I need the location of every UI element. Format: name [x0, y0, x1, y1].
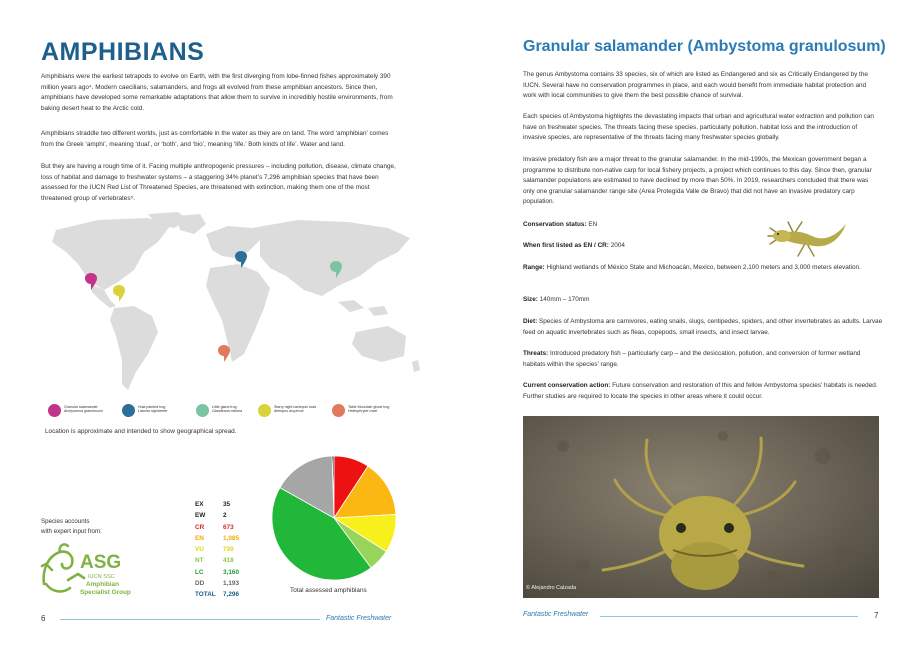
field-first-listed: When first listed as EN / CR: 2004: [523, 242, 625, 249]
stat-value: 7,296: [223, 591, 239, 599]
amphibian-meaning-paragraph: Amphibians straddle two different worlds, just as comfortable in the water as they are on land. The word ‘amphibian’ comes from the Greek ‘amphi’, meaning ‘dual’, or ‘both’, and ‘bio’, meaning ‘life.’ Both kinds of life’. Water and land.: [41, 130, 389, 148]
footer-rule-left: [60, 619, 320, 620]
field-conservation-status: Conservation status: EN: [523, 221, 598, 228]
legend-dot-icon: [332, 404, 345, 417]
stat-code: VU: [195, 546, 204, 554]
species-accounts-note: Species accounts with expert input from:: [41, 518, 102, 536]
legend-name: Hula painted frog: [138, 405, 166, 409]
map-pin-table-mountain-ghost-frog: [218, 345, 230, 362]
stat-value: 730: [223, 546, 234, 554]
field-diet: Diet: Species of Ambystoma are carnivores, eating snails, slugs, centipedes, spiders, and other invertebrates as adults. Larvae feed on aquatic invertebrates such as fleas, copepods, small insects, and insect larvae.: [523, 318, 883, 336]
stat-value: 35: [223, 501, 231, 508]
world-map: [38, 212, 430, 402]
legend-name: Table Mountain ghost frog: [348, 405, 390, 409]
legend-latin: Ambystoma granulosum: [64, 409, 103, 414]
threats-paragraph: But they are having a rough time of it. Facing multiple anthropogenic pressures – including pollution, disease, climate change, loss of habitat and damage to freshwater systems – a staggering 34% planet’s 7,296 amphibian species that have been assessed for the IUCN Red List of Threatened Species, are threatened with extinction, making them one of the most threatened group of vertebrates⁵.: [41, 163, 396, 202]
impacts-paragraph: Each species of Ambystoma highlights the devastating impacts that urban and agricultural water extraction and pollution can have on freshwater species. The threats facing these species, particularly pollution, habitat loss and the introduction of invasive species, are representative of the threats facing many freshwater species globally.: [523, 113, 874, 142]
legend-name: Little gland frog: [212, 405, 237, 409]
field-range: Range: Highland wetlands of México State and Michoacán, Mexico, between 2,100 meters and 3,000 meters elevation.: [523, 264, 861, 271]
legend-name: Starry night harlequin toad: [274, 405, 317, 409]
legend-name: Granular salamander: [64, 405, 98, 409]
stat-code: NT: [195, 557, 204, 565]
legend-dot-icon: [196, 404, 209, 417]
footer-title-left: Fantastic Freshwater: [326, 615, 392, 622]
location-note: Location is approximate and intended to show geographical spread.: [45, 428, 237, 435]
legend-latin: Heleophryne rosei: [348, 409, 378, 414]
predatory-fish-paragraph: Invasive predatory fish are a major threat to the granular salamander. In the mid-1990s, the Mexican government began a programme to distribute non-native carp for local fishery projects, a project which continues to this day. Since then, granular salamander populations are estimated to have declined by more than 50%. In 2019, researchers concluded that there was only one granular salamander range site (Area Protegida Valle de Bravo) that did not have an invasive predatory carp population.: [523, 156, 872, 206]
stat-value: 673: [223, 523, 234, 531]
assessed-amphibians-pie-chart: [271, 453, 397, 583]
asg-logo-letters: ASG: [80, 552, 122, 573]
footer-title-right: Fantastic Freshwater: [523, 611, 589, 618]
legend-dot-icon: [122, 404, 135, 417]
species-title: Granular salamander (Ambystoma granulosum): [523, 38, 886, 55]
genus-paragraph: The genus Ambystoma contains 33 species, six of which are listed as Endangered and six as Critically Endangered by the IUCN. Several have no conservation programmes in place, and each would benefit from immediate habitat protection and work with local communities to give them the best possible chance of survival.: [523, 71, 868, 100]
salamander-illustration: [742, 206, 852, 266]
legend-latin: Atelopus arsyecue: [274, 409, 304, 414]
page-number-right: 7: [874, 611, 879, 620]
legend-dot-icon: [48, 404, 61, 417]
legend-dot-icon: [258, 404, 271, 417]
stat-code: LC: [195, 568, 204, 576]
stat-code: EX: [195, 501, 204, 508]
field-conservation-action: Current conservation action: Future conservation and restoration of this and fellow Ambystoma species’ habitats is needed. Further studies are required to locate the species in other areas where it could occur.: [523, 382, 878, 400]
page-number-left: 6: [41, 614, 46, 623]
stat-code: TOTAL: [195, 591, 216, 599]
stat-code: CR: [195, 523, 205, 531]
stat-value: 3,160: [223, 568, 239, 576]
pie-caption: Total assessed amphibians: [290, 587, 367, 594]
right-page: [460, 0, 920, 651]
intro-paragraph: Amphibians were the earliest tetrapods to evolve on Earth, with the first diverging from lobe-finned fishes approximately 390 million years ago⁴. Modern caecilians, salamanders, and frogs all evolved from these amphibian ancestors. Since then, amphibians have developed some remarkable adaptations that allow them to survive in incredibly hostile environments, from baking desert heat to the Arctic cold.: [41, 73, 393, 112]
map-legend: [48, 402, 408, 420]
legend-latin: Latonia nigriventer: [138, 409, 168, 414]
field-threats: Threats: Introduced predatory fish – particularly carp – and the desiccation, pollution, and conversion of former wetland habitats within the species’ range.: [523, 350, 861, 368]
legend-latin: Glandirana minima: [212, 409, 243, 414]
map-pin-starry-night-toad: [113, 285, 125, 302]
asg-logo: [38, 540, 138, 600]
footer-rule-right: [600, 616, 858, 617]
stat-value: 1,193: [223, 580, 239, 588]
stat-value: 1,085: [223, 534, 239, 542]
stat-code: EW: [195, 512, 206, 520]
page-title: AMPHIBIANS: [41, 38, 205, 66]
salamander-photo: [523, 416, 879, 598]
stat-value: 418: [223, 557, 234, 565]
stat-row: [195, 589, 285, 600]
asg-logo-line-2: Amphibian: [86, 581, 120, 588]
stat-code: EN: [195, 534, 204, 542]
asg-logo-line-1: IUCN SSC: [88, 574, 115, 580]
field-size: Size: 140mm – 170mm: [523, 296, 590, 303]
stat-value: 2: [223, 512, 227, 520]
stat-code: DD: [195, 580, 205, 588]
asg-logo-line-3: Specialist Group: [80, 589, 131, 596]
photo-credit: © Alejandro Calzada: [526, 585, 577, 591]
